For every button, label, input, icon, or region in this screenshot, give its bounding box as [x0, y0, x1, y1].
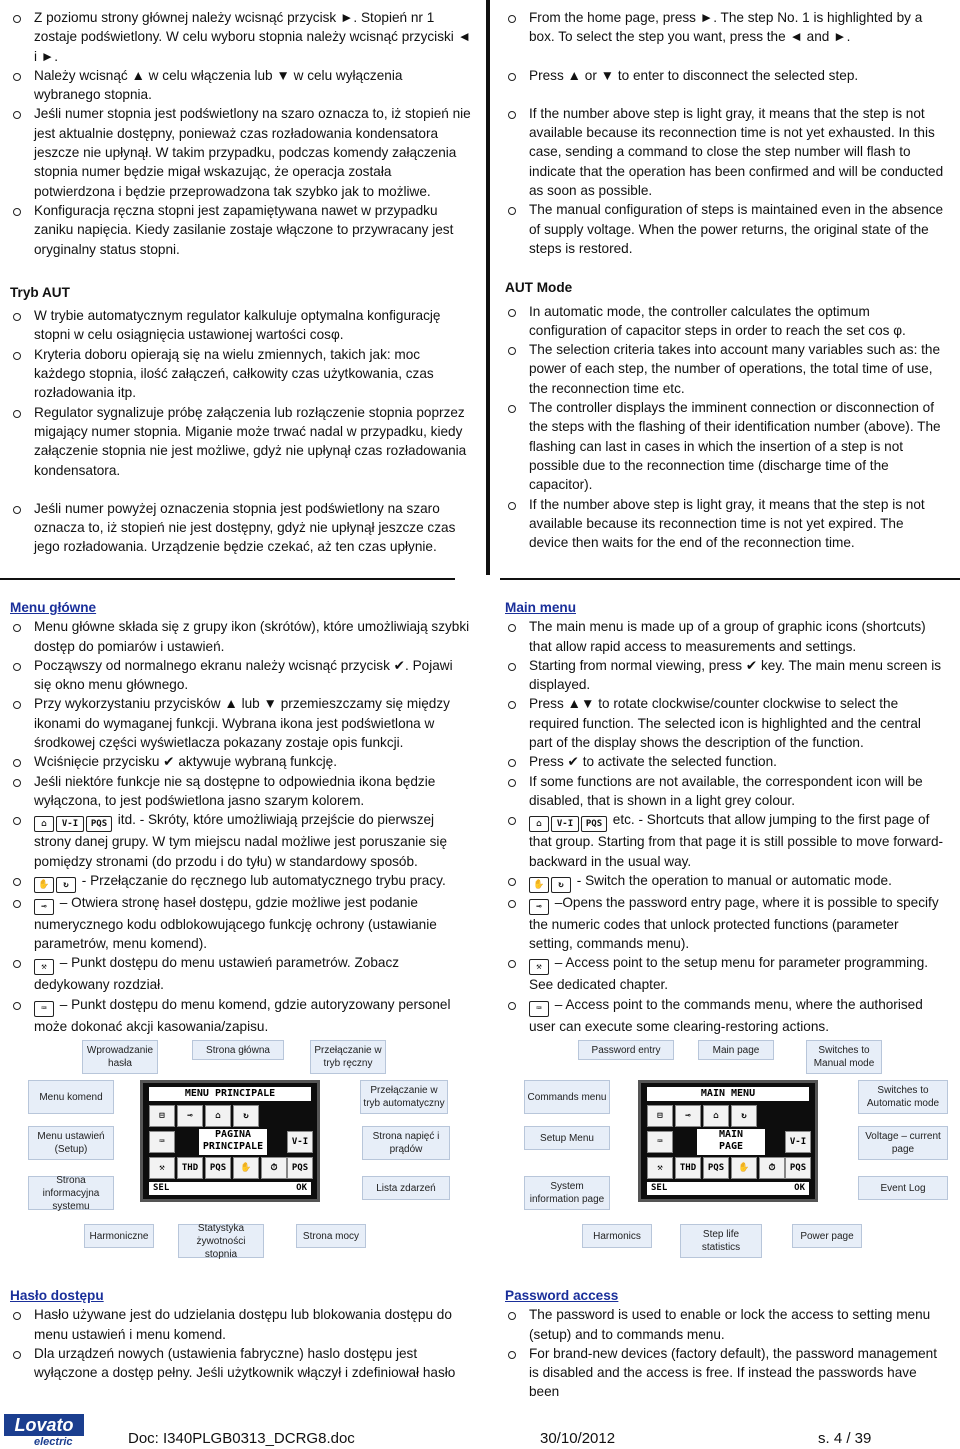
sel-label: SEL — [153, 1183, 170, 1193]
home-icon: ⌂ — [205, 1105, 231, 1127]
power-icon: PQS — [581, 816, 607, 832]
callout-voltage: Strona napięć i prądów — [362, 1126, 450, 1160]
info-icon: ⊟ — [149, 1105, 175, 1127]
callout-sysinfo: System information page — [524, 1176, 610, 1210]
auto-icon: ↻ — [56, 877, 76, 893]
lcd-title: MENU PRINCIPALE — [149, 1087, 311, 1101]
callout-sysinfo: Strona informacyjna systemu — [28, 1176, 114, 1210]
list-item: Konfiguracja ręczna stopni jest zapamiętywana nawet w przypadku zaniku napięcia. Kiedy zasilanie zostaje włączone to przywracany jest oryginalny status stopni. — [10, 201, 472, 259]
callout-manual: Switches to Manual mode — [806, 1040, 882, 1074]
section-heading: Password access — [505, 1288, 619, 1303]
list-item: ⌂ V-I PQS etc. - Shortcuts that allow jumping to the first page of that group. Starting from that page it is still possible to move forward-backward in the usual way. — [505, 810, 945, 871]
lcd-center-label: PAGINA PRINCIPALE — [199, 1129, 267, 1155]
list-item: Kryteria doboru opierają się na wielu zmiennych, takich jak: moc każdego stopnia, ilość załączeń, całkowity czas użytkowania, czas rozładowania itp. — [10, 345, 472, 403]
auto-icon: ↻ — [731, 1105, 757, 1127]
commands-icon: ⌨ — [34, 1001, 54, 1017]
harmonics-icon: THD — [675, 1157, 701, 1179]
en-password-section — [505, 1286, 945, 1402]
list-item: ⌨ – Punkt dostępu do menu komend, gdzie autoryzowany personel może dokonać akcji kasowania/zapisu. — [10, 995, 472, 1036]
callout-setup: Menu ustawień (Setup) — [28, 1126, 114, 1160]
callout-stats: Statystyka żywotności stopnia — [178, 1224, 264, 1258]
pl-menu-section — [10, 598, 472, 1036]
list-item: ⌨ – Access point to the commands menu, where the authorised user can execute some clearing-restoring actions. — [505, 995, 945, 1036]
harmonics-icon: THD — [177, 1157, 203, 1179]
list-item: Starting from normal viewing, press ✔ key. The main menu screen is displayed. — [505, 656, 945, 695]
list-item: Począwszy od normalnego ekranu należy wcisnąć przycisk ✔. Pojawi się okno menu głównego. — [10, 656, 472, 695]
pl-password-section — [10, 1286, 472, 1382]
callout-power: Strona mocy — [296, 1224, 366, 1248]
list-item: Menu główne składa się z grupy ikon (skrótów), które umożliwiają szybki dostęp do pomiarów i ustawień. — [10, 617, 472, 656]
list-item: Press ✔ to activate the selected function. — [505, 752, 945, 771]
callout-commands: Commands menu — [524, 1080, 610, 1114]
list-item: Należy wcisnąć ▲ w celu włączenia lub ▼ w celu wyłączenia wybranego stopnia. — [10, 66, 472, 105]
commands-icon: ⌨ — [149, 1131, 175, 1153]
event-log-icon: PQS — [287, 1157, 313, 1179]
list-item: Hasło używane jest do udzielania dostępu lub blokowania dostępu do menu ustawień i menu komend. — [10, 1305, 472, 1344]
key-icon: ⊸ — [529, 899, 549, 915]
list-item: ✋ ↻ - Przełączanie do ręcznego lub automatycznego trybu pracy. — [10, 871, 472, 893]
callout-stats: Step life statistics — [680, 1224, 762, 1258]
stats-icon: ⏱ — [759, 1157, 785, 1179]
section-heading: Tryb AUT — [10, 284, 70, 300]
list-item: The selection criteria takes into account many variables such as: the power of each step, the number of operations, the total time of use, the reconnection time etc. — [505, 340, 945, 398]
list-item: ⊸ –Opens the password entry page, where it is possible to specify the numeric codes that unlock protected functions (parameter setting, commands menu). — [505, 893, 945, 954]
list-item: If the number above step is light gray, it means that the step is not available because its reconnection time is not yet exhausted. In this case, sending a command to close the step number will flash to indicate that the operation has been confirmed and will be conducted as soon as possible. — [505, 104, 945, 200]
list-item: Press ▲ or ▼ to enter to disconnect the selected step. — [505, 66, 945, 85]
wrench-icon: ⚒ — [529, 959, 549, 975]
lcd-softkeys — [149, 1182, 311, 1195]
callout-password: Wprowadzanie hasła — [82, 1040, 158, 1074]
home-icon: ⌂ — [34, 816, 54, 832]
callout-commands: Menu komend — [28, 1080, 114, 1114]
power-icon: PQS — [703, 1157, 729, 1179]
list-item: Wciśnięcie przycisku ✔ aktywuje wybraną funkcję. — [10, 752, 472, 771]
home-icon: ⌂ — [703, 1105, 729, 1127]
auto-icon: ↻ — [551, 877, 571, 893]
commands-icon: ⌨ — [647, 1131, 673, 1153]
commands-icon: ⌨ — [529, 1001, 549, 1017]
voltage-current-icon: V-I — [785, 1131, 811, 1153]
info-icon: ⊟ — [647, 1105, 673, 1127]
lcd-display — [638, 1080, 818, 1202]
list-item: If the number above step is light gray, it means that the step is not available because its reconnection time is not yet expired. The device then waits for the end of the reconnection time. — [505, 495, 945, 553]
list-item: If some functions are not available, the correspondent icon will be disabled, that is shown in a light grey colour. — [505, 772, 945, 811]
list-item: Przy wykorzystaniu przycisków ▲ lub ▼ przemieszczamy się między ikonami do wymaganej funkcji. Wybrana ikona jest podświetlona w środkowej części wyświetlacza pokazany zostaje opis funkcji. — [10, 694, 472, 752]
hand-icon: ✋ — [34, 877, 54, 893]
hand-icon: ✋ — [233, 1157, 259, 1179]
hand-icon: ✋ — [731, 1157, 757, 1179]
list-item: The controller displays the imminent connection or disconnection of the steps with the flashing of their identification number (above). The flashing can last in cases in which the insertion of a step is not possible due to the reconnection time (discharge time of the capacitor). — [505, 398, 945, 494]
list-item: Jeśli niektóre funkcje nie są dostępne to odpowiednia ikona będzie wyłączona, to jest podświetlona jasno szarym kolorem. — [10, 772, 472, 811]
key-icon: ⊸ — [675, 1105, 701, 1127]
list-item: ⚒ – Access point to the setup menu for parameter programming. See dedicated chapter. — [505, 953, 945, 994]
lcd-softkeys — [647, 1182, 809, 1195]
list-item: Jeśli numer powyżej oznaczenia stopnia jest podświetlony na szaro oznacza to, iż stopień nie jest dostępny, gdyż nie upłynął jeszcze czas jego rozładowania. Urządzenie będzie czekać, aż ten czas upłynie. — [10, 499, 472, 557]
list-item: The password is used to enable or lock the access to setting menu (setup) and to commands menu. — [505, 1305, 945, 1344]
event-log-icon: PQS — [785, 1157, 811, 1179]
section-heading: Hasło dostępu — [10, 1288, 104, 1303]
section-divider — [0, 578, 455, 580]
section-heading: AUT Mode — [505, 280, 573, 296]
callout-home: Strona główna — [192, 1040, 284, 1060]
wrench-icon: ⚒ — [34, 959, 54, 975]
doc-date: 30/10/2012 — [540, 1430, 616, 1447]
callout-setup: Setup Menu — [524, 1126, 610, 1150]
column-divider — [486, 0, 490, 575]
list-item: ⌂ V-I PQS itd. - Skróty, które umożliwiają przejście do pierwszej strony danej grupy. W tym miejscu nadal możliwe jest poruszanie się pomiędzy stronami (do przodu i do tyłu) w standardowy sposób. — [10, 810, 472, 871]
list-item: Press ▲▼ to rotate clockwise/counter clockwise to select the required function. The selected icon is highlighted and the central part of the display shows the description of the function. — [505, 694, 945, 752]
callout-manual: Przełączanie w tryb ręczny — [310, 1040, 386, 1074]
power-icon: PQS — [86, 816, 112, 832]
list-item: Jeśli numer stopnia jest podświetlony na szaro oznacza to, iż stopień nie jest aktualnie dostępny, ponieważ czas rozładowania kondensatora jeszcze nie upłynął. W takim przypadku, podczas komendy załączenia stopnia numer będzie migał wskazując, że operacja została potwierdzona i będzie przeprowadzona tak szybko jak to możliwe. — [10, 104, 472, 200]
list-item: For brand-new devices (factory default), the password management is disabled and the access is free. If instead the passwords have been — [505, 1344, 945, 1402]
key-icon: ⊸ — [177, 1105, 203, 1127]
hand-icon: ✋ — [529, 877, 549, 893]
sel-label: SEL — [651, 1183, 668, 1193]
lcd-display — [140, 1080, 320, 1202]
callout-power: Power page — [792, 1224, 862, 1248]
list-item: The manual configuration of steps is maintained even in the absence of supply voltage. When the power returns, the original state of the steps is restored. — [505, 200, 945, 258]
list-item: The main menu is made up of a group of graphic icons (shortcuts) that allow rapid access to measurements and settings. — [505, 617, 945, 656]
list-item: From the home page, press ►. The step No. 1 is highlighted by a box. To select the step you want, press the ◄ and ►. — [505, 8, 945, 47]
voltage-current-icon: V-I — [56, 816, 84, 832]
callout-auto: Przełączanie w tryb automatyczny — [360, 1080, 448, 1114]
key-icon: ⊸ — [34, 899, 54, 915]
ok-label: OK — [296, 1183, 307, 1193]
ok-label: OK — [794, 1183, 805, 1193]
lcd-title: MAIN MENU — [647, 1087, 809, 1101]
callout-harmonics: Harmoniczne — [84, 1224, 154, 1248]
list-item: Regulator sygnalizuje próbę załączenia lub rozłączenie stopnia poprzez migający numer stopnia. Miganie może trwać nadal w przypadku, kiedy załączenie stopnia nie jest możliwe, gdyż nie upłynął czas rozładowania kondensatora. — [10, 403, 472, 480]
section-heading: Main menu — [505, 600, 576, 615]
wrench-icon: ⚒ — [149, 1157, 175, 1179]
wrench-icon: ⚒ — [647, 1157, 673, 1179]
list-item: In automatic mode, the controller calculates the optimum configuration of capacitor steps in order to reach the set cos φ. — [505, 302, 945, 341]
page-footer — [0, 1408, 960, 1449]
voltage-current-icon: V-I — [287, 1131, 313, 1153]
power-icon: PQS — [205, 1157, 231, 1179]
callout-auto: Switches to Automatic mode — [858, 1080, 948, 1114]
list-item: ⚒ – Punkt dostępu do menu ustawień parametrów. Zobacz dedykowany rozdział. — [10, 953, 472, 994]
auto-icon: ↻ — [233, 1105, 259, 1127]
stats-icon: ⏱ — [261, 1157, 287, 1179]
callout-events: Lista zdarzeń — [362, 1176, 450, 1200]
lovato-logo: Lovato electric — [4, 1414, 84, 1448]
list-item: ✋ ↻ - Switch the operation to manual or automatic mode. — [505, 871, 945, 893]
list-item: Z poziomu strony głównej należy wcisnąć przycisk ►. Stopień nr 1 zostaje podświetlony. W celu wyboru stopnia należy wcisnąć przyciski ◄ i ►. — [10, 8, 472, 66]
callout-voltage: Voltage – current page — [858, 1126, 948, 1160]
callout-harmonics: Harmonics — [582, 1224, 652, 1248]
section-divider — [500, 578, 960, 580]
list-item: Dla urządzeń nowych (ustawienia fabryczne) haslo dostępu jest wyłączone a dostęp pełny. Jeśli użytkownik włączył i zdefiniował hasło — [10, 1344, 472, 1383]
lcd-center-label: MAIN PAGE — [697, 1129, 765, 1155]
pl-top-section — [10, 8, 472, 557]
list-item: W trybie automatycznym regulator kalkuluje optymalna konfigurację stopni w celu osiągnięcia ustawionej wartości cosφ. — [10, 306, 472, 345]
callout-password: Password entry — [578, 1040, 674, 1060]
en-menu-section — [505, 598, 945, 1036]
section-heading: Menu główne — [10, 600, 97, 615]
page-number: s. 4 / 39 — [818, 1430, 872, 1447]
callout-events: Event Log — [858, 1176, 948, 1200]
voltage-current-icon: V-I — [551, 816, 579, 832]
callout-home: Main page — [698, 1040, 774, 1060]
list-item: ⊸ – Otwiera stronę haseł dostępu, gdzie możliwe jest podanie numerycznego kodu odblokowującego funkcję ochrony (ustawianie parametrów, menu komend). — [10, 893, 472, 954]
en-top-section — [505, 8, 945, 552]
home-icon: ⌂ — [529, 816, 549, 832]
doc-id: Doc: I340PLGB0313_DCRG8.doc — [128, 1430, 355, 1447]
